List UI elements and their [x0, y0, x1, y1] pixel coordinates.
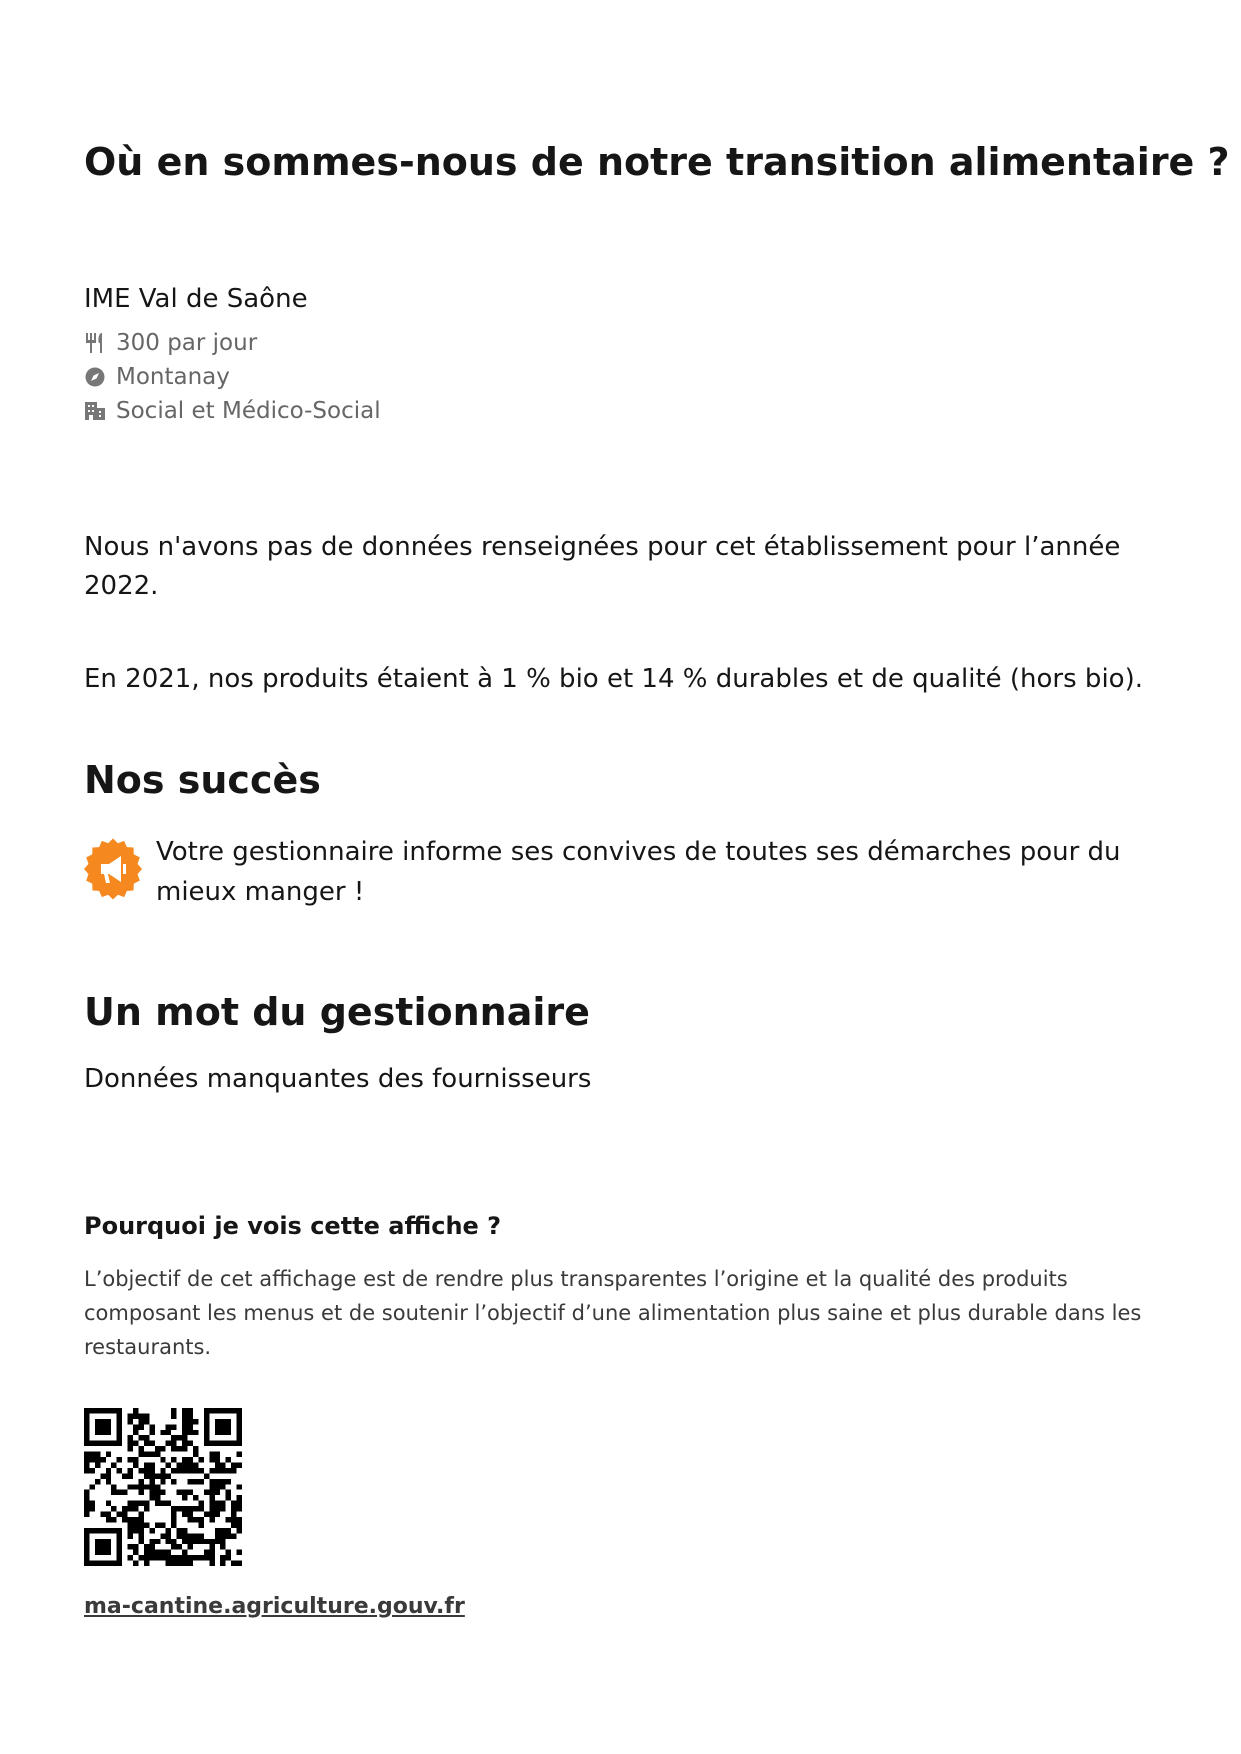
- meals-label: 300 par jour: [116, 330, 258, 356]
- no-data-notice: Nous n'avons pas de données renseignées pour cet établissement pour l’année 2022.: [84, 532, 1121, 601]
- megaphone-badge-icon: [84, 828, 144, 908]
- manager-word-heading: Un mot du gestionnaire: [84, 990, 590, 1034]
- previous-year-summary: En 2021, nos produits étaient à 1 % bio et 14 % durables et de qualité (hors bio).: [84, 664, 1143, 694]
- success-item-text: Votre gestionnaire informe ses convives de toutes ses démarches pour du mieux manger !: [156, 837, 1121, 907]
- city-label: Montanay: [116, 364, 230, 390]
- city: [84, 364, 230, 390]
- building-icon: [84, 400, 106, 422]
- canteen-name: IME Val de Saône: [84, 284, 308, 314]
- page-title: Où en sommes-nous de notre transition alimentaire ?: [84, 140, 1230, 184]
- why-heading: Pourquoi je vois cette affiche ?: [84, 1212, 502, 1240]
- cutlery-icon: [84, 332, 106, 354]
- website-link[interactable]: ma-cantine.agriculture.gouv.fr: [84, 1594, 465, 1619]
- manager-word-text: Données manquantes des fournisseurs: [84, 1064, 592, 1094]
- compass-icon: [84, 366, 106, 388]
- sector: [84, 398, 381, 424]
- meals-per-day: [84, 330, 257, 356]
- why-text: L’objectif de cet affichage est de rendre plus transparentes l’origine et la qualité des produits composant les menus et de soutenir l’objectif d’une alimentation plus saine et plus durable dans les restaurants.: [84, 1267, 1142, 1359]
- successes-heading: Nos succès: [84, 758, 321, 802]
- qr-code[interactable]: [84, 1408, 242, 1566]
- sector-label: Social et Médico-Social: [116, 398, 381, 424]
